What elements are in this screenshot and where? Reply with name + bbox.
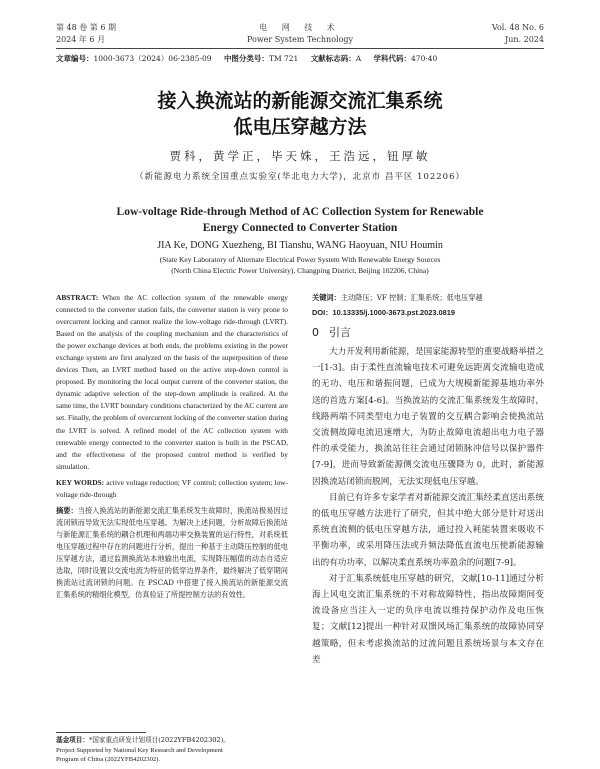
article-no: 1000-3673（2024）06-2385-09	[93, 54, 212, 63]
title-en-line1: Low-voltage Ride-through Method of AC Collection System for Renewable	[116, 206, 484, 218]
title-en-line2: Energy Connected to Converter Station	[202, 222, 398, 234]
journal-name-cn: 电 网 技 术	[259, 23, 341, 32]
footnote-cn-text: *国家重点研发计划项目(2022YFB4202302)。	[88, 736, 230, 744]
running-header	[56, 22, 544, 48]
journal-date-cn: 2024 年 6 月	[56, 35, 106, 44]
right-column	[312, 292, 544, 668]
journal-name-en: Power System Technology	[246, 35, 354, 44]
intro-paragraph-1: 大力开发利用新能源，是国家能源转型的重要战略举措之一[1-3]。由于柔性直流输电技术可避免远距离交流输电造成的无功、电压和谐振问题，已成为大规模新能源基地功率外送的首选方案[4-6]。当换流站的交流汇集系统发生故障时，线路两端不同类型电力电子装置的交互耦合影响会使换流站交流侧故障电流迅速增大，为防止故障电流超出电力电子器件的承受能力，换流站往往会通过闭锁脉冲信号以保护器件[7-9]，进而导致新能源侧交流电压骤降为 0，此时，新能源因换流站闭锁而脱网，无法实现低电压穿越。	[312, 347, 544, 487]
intro-paragraph-3: 对于汇集系统低电压穿越的研究，文献[10-11]通过分析海上风电交流汇集系统的不对称故障特性，指出故障期间变流设备应当注入一定的负序电流以维持保护动作及电压恢复；文献[12]提出一种针对双馈风场汇集系统的故障协同穿越策略，但未考虑换流站的过流问题且系统场景与本文存在差	[312, 573, 544, 665]
journal-volume-en: Vol. 48 No. 6	[491, 23, 544, 32]
article-no-label: 文章编号：	[56, 54, 94, 63]
doi-label: DOI：	[312, 308, 333, 317]
section-title: 引言	[329, 326, 351, 339]
section-heading	[312, 324, 544, 340]
affiliation-en	[0, 254, 600, 276]
subject-code-label: 学科代码：	[373, 54, 412, 63]
title-cn-line1: 接入换流站的新能源交流汇集系统	[157, 90, 443, 112]
abstract-cn	[56, 505, 288, 602]
paper-title-en	[0, 204, 600, 236]
keywords-en-text: active voltage reduction; VF control; collection system; low-voltage ride-through	[56, 477, 288, 499]
authors-cn: 贾科，黄学正，毕天姝，王浩远，钮厚敏	[169, 149, 431, 163]
affiliation-en-line1: (State Key Laboratory of Alternate Electrical Power System With Renewable Energy Sources	[159, 255, 441, 264]
doc-code: A	[355, 54, 362, 63]
doc-code-label: 文献标志码：	[310, 54, 356, 63]
keywords-cn-text: 主动降压；VF 控制；汇集系统；低电压穿越	[340, 293, 483, 302]
keywords-cn-label: 关键词：	[312, 293, 341, 302]
footnote-en-line2: Program of China (2022YFB4202302).	[56, 756, 161, 763]
affiliation-en-line2: (North China Electric Power University), Changping District, Beijing 102206, China)	[171, 266, 429, 275]
title-cn-line2: 低电压穿越方法	[233, 116, 367, 138]
subject-code: 470·40	[411, 54, 438, 63]
doi	[312, 307, 544, 318]
header-right	[492, 22, 544, 46]
footnote	[56, 736, 288, 765]
section-number: 0	[312, 326, 319, 339]
clc-code: TM 721	[268, 54, 299, 63]
abstract-cn-text: 当接入换流站的新能源交流汇集系统发生故障时，换流站极易因过流闭锁而导致无法实现低电压穿越。为解决上述问题，分析故障后换流站与新能源汇集系统的耦合机理和两端功率交换装置的运行特性，对系统低电压穿越过程中存在的问题进行分析，提出一种基于主动降压控制的低电压穿越方法，通过监测换流站本地输出电流，实现降压幅值的动态自适应选取，同时设置以交流电流为特征的低穿边界条件，最终解决了低穿期间换流站过流闭锁的问题。在 PSCAD 中搭建了接入换流站的新能源交流汇集系统的精细化模型，仿真验证了所提控制方法的有效性。	[56, 505, 288, 600]
journal-date-en: Jun. 2024	[505, 35, 544, 44]
keywords-cn	[312, 292, 544, 304]
paper-title-cn	[0, 88, 600, 140]
abstract-en-label: ABSTRACT:	[56, 293, 99, 302]
doi-value: 10.13335/j.1000-3673.pst.2023.0819	[332, 308, 455, 317]
article-meta	[56, 53, 544, 64]
left-column	[56, 292, 288, 602]
keywords-en-label: KEY WORDS:	[56, 477, 105, 487]
intro-paragraph-2: 目前已有许多专家学者对新能源交流汇集经柔直送出系统的低电压穿越方法进行了研究，但其中绝大部分是针对送出系统直流侧的低电压穿越方法，通过投入耗能装置来吸收不平衡功率，或采用降压法或升频法降低直流电压使新能源输出的有功功率，以解决柔直系统功率盈余的问题[7-9]。	[312, 492, 544, 568]
header-center	[56, 22, 544, 46]
affiliation-cn: （新能源电力系统全国重点实验室(华北电力大学)，北京市 昌平区 102206）	[135, 172, 465, 182]
abstract-cn-label: 摘要：	[56, 505, 78, 515]
keywords-en	[56, 477, 288, 501]
abstract-en	[56, 292, 288, 473]
footnote-en-line1: Project Supported by National Key Research and Development	[56, 746, 223, 754]
footnote-rule	[56, 732, 146, 733]
abstract-en-text: When the AC collection system of the renewable energy connected to the converter station fails, the converter station is very prone to overcurrent locking and cannot realize the low-voltage ride-through (LVRT). Based on the analysis of the coupling mechanism and the characteristics of the power exchange devices at both ends, the problems existing in the power exchange system are first analyzed on the basis of the superposition of these devices Then, an LVRT method based on the active step-down control is proposed. By monitoring the local output current of the converter station, the dynamic adaptive selection of the step-down amplitude is realized. At the same time, the LVRT boundary conditions characterized by the AC current are set. Finally, the problem of overcurrent locking of the converter station during the LVRT is solved. A refined model of the AC collection system with renewable energy connected to the converter station is built in the PSCAD, and the effectiveness of the proposed control method is verified by simulation.	[56, 293, 289, 471]
footnote-cn	[56, 736, 288, 746]
footnote-cn-label: 基金项目：	[56, 736, 89, 744]
clc-label: 中图分类号：	[223, 54, 269, 63]
authors-en: JIA Ke, DONG Xuezheng, BI Tianshu, WANG Haoyuan, NIU Houmin	[157, 240, 443, 251]
journal-volume: 第 48 卷 第 6 期	[56, 23, 116, 32]
header-rule	[56, 48, 544, 49]
